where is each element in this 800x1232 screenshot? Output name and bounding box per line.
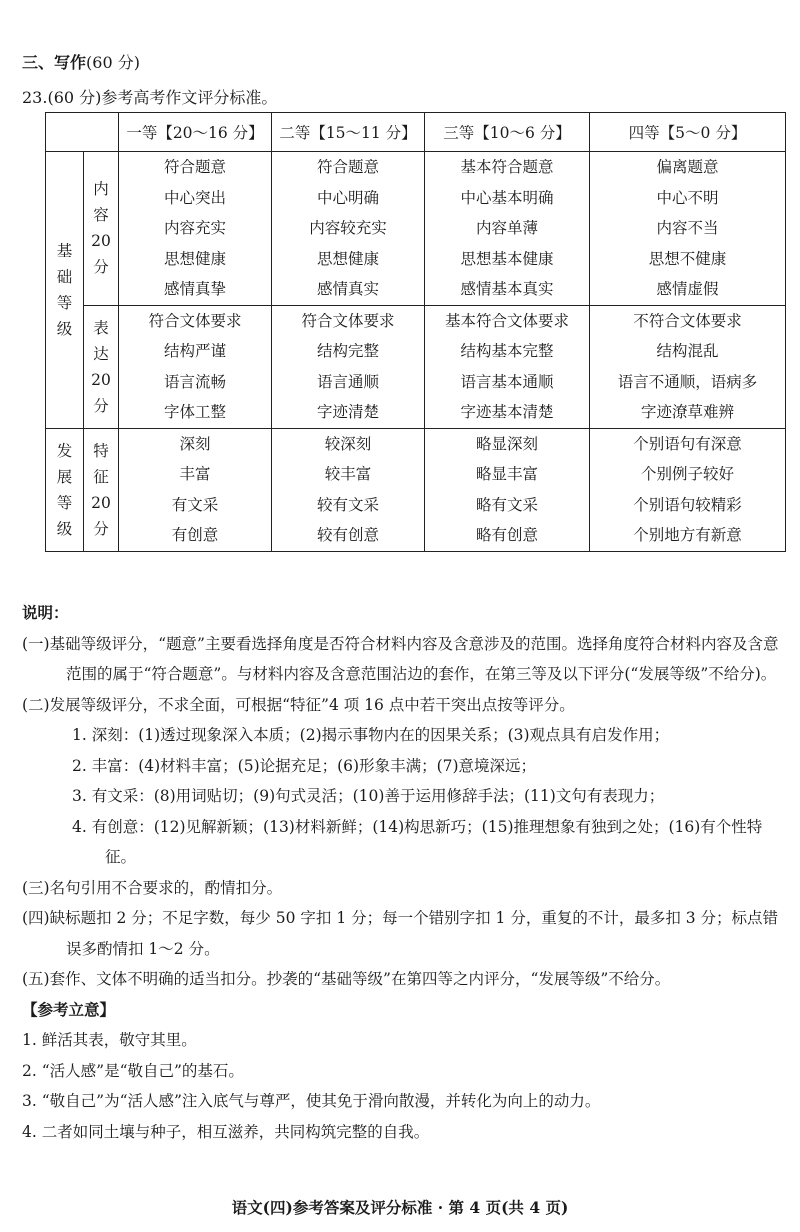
row-label-char: 分 (93, 396, 109, 415)
criterion: 感情虚假 (656, 280, 719, 298)
criterion: 符合文体要求 (301, 311, 395, 330)
criterion: 略显深刻 (475, 434, 538, 453)
criterion: 感情基本真实 (460, 280, 554, 298)
criteria-cell (590, 152, 786, 306)
grade-header-3: 三等【10～6 分】 (425, 113, 590, 152)
reference-item: 2. “活人感”是“敬自己”的基石。 (22, 1061, 244, 1080)
page-footer: 语文(四)参考答案及评分标准 · 第 4 页(共 4 页) (231, 1198, 569, 1217)
criterion: 中心明确 (316, 188, 379, 207)
table-row (46, 152, 786, 306)
corner-cell (46, 113, 119, 152)
criterion: 个别地方有新意 (633, 526, 742, 544)
criterion: 思想不健康 (648, 249, 727, 268)
note-5: (五)套作、文体不明确的适当扣分。抄袭的“基础等级”在第四等之内评分，“发展等级”不给分。 (22, 970, 671, 988)
note-2-item: 4. 有创意：(12)见解新颖；(13)材料新鲜；(14)构思新巧；(15)推理想象有独到之处；(16)有个性特征。 (72, 817, 763, 866)
criterion: 字迹潦草难辨 (640, 403, 734, 421)
criteria-cell (425, 152, 590, 306)
table-row (46, 428, 786, 551)
criterion: 结构严谨 (163, 342, 226, 360)
row-label-char: 达 (93, 344, 109, 363)
row-label-char: 20 (91, 493, 111, 512)
group-label-char: 展 (56, 467, 73, 486)
criterion: 思想健康 (163, 249, 226, 268)
criterion: 感情真挚 (163, 280, 226, 298)
criterion: 结构基本完整 (460, 342, 554, 360)
row-label-char: 内 (93, 180, 109, 199)
criterion: 思想健康 (316, 249, 379, 268)
criteria-cell (425, 428, 590, 551)
criterion: 感情真实 (316, 280, 379, 298)
criterion: 基本符合文体要求 (444, 311, 569, 330)
group-label-char: 等 (56, 293, 73, 312)
criterion: 较丰富 (324, 465, 372, 483)
row-label-char: 征 (93, 467, 109, 486)
section-title (22, 50, 140, 73)
criterion: 中心基本明确 (460, 188, 554, 207)
reference-item: 4. 二者如同土壤与种子，相互滋养，共同构筑完整的自我。 (22, 1122, 430, 1141)
criteria-cell (119, 428, 272, 551)
criterion: 语言基本通顺 (460, 372, 554, 391)
criteria-cell (272, 428, 425, 551)
note-2-item: 3. 有文采：(8)用词贴切；(9)句式灵活；(10)善于运用修辞手法；(11)文句有表现力； (72, 787, 665, 805)
row-label-char: 分 (93, 258, 109, 277)
criterion: 字体工整 (163, 403, 226, 421)
group-label-development (46, 428, 84, 551)
criteria-cell (272, 305, 425, 428)
criterion: 个别例子较好 (640, 465, 734, 483)
row-label-features (84, 428, 119, 551)
criterion: 内容不当 (656, 219, 719, 237)
criterion: 结构完整 (316, 342, 379, 360)
row-label-char: 20 (91, 370, 111, 389)
criterion: 个别语句有深意 (633, 434, 742, 453)
criteria-cell (272, 152, 425, 306)
criterion: 字迹基本清楚 (460, 403, 554, 421)
grade-header-4: 四等【5～0 分】 (590, 113, 786, 152)
note-4: (四)缺标题扣 2 分；不足字数，每少 50 字扣 1 分；每一个错别字扣 1 分，重复的不计，最多扣 3 分；标点错误多酌情扣 1～2 分。 (22, 909, 779, 958)
criterion: 中心突出 (163, 188, 226, 207)
reference-item: 1. 鲜活其表，敬守其里。 (22, 1031, 197, 1049)
criterion: 较有创意 (316, 526, 379, 544)
reference-item: 3. “敬自己”为“活人感”注入底气与尊严，使其免于滑向散漫，并转化为向上的动力。 (22, 1092, 601, 1110)
group-label-char: 础 (56, 267, 73, 286)
criterion: 语言不通顺，语病多 (617, 372, 758, 391)
criterion: 符合文体要求 (148, 311, 242, 330)
criterion: 基本符合题意 (460, 158, 554, 176)
criterion: 略有创意 (475, 526, 538, 544)
criterion: 内容较充实 (309, 219, 387, 237)
group-label-char: 级 (56, 319, 73, 338)
criterion: 较有文采 (316, 495, 379, 514)
note-3: (三)名句引用不合要求的，酌情扣分。 (22, 878, 283, 897)
row-label-content (84, 152, 119, 306)
section-title-text: 三、写作 (22, 53, 87, 72)
criterion: 中心不明 (656, 188, 719, 207)
group-label-char: 等 (56, 493, 73, 512)
criterion: 符合题意 (316, 158, 379, 176)
criterion: 字迹清楚 (316, 403, 379, 421)
criteria-cell (119, 305, 272, 428)
criterion: 有创意 (171, 526, 219, 544)
criterion: 偏离题意 (656, 158, 719, 176)
section-score: (60 分) (86, 53, 140, 72)
criterion: 内容充实 (163, 219, 226, 237)
note-2-item: 1. 深刻：(1)透过现象深入本质；(2)揭示事物内在的因果关系；(3)观点具有启发作用； (72, 726, 670, 744)
criteria-cell (119, 152, 272, 306)
criterion: 个别语句较精彩 (633, 495, 742, 514)
criterion: 语言流畅 (163, 372, 226, 391)
criterion: 语言通顺 (316, 372, 379, 391)
note-2: (二)发展等级评分，不求全面，可根据“特征”4 项 16 点中若干突出点按等评分。 (22, 695, 575, 714)
row-label-char: 表 (93, 318, 109, 337)
row-label-char: 特 (93, 441, 109, 460)
row-label-char: 20 (91, 232, 111, 251)
group-label-char: 级 (56, 519, 73, 538)
criterion: 略显丰富 (475, 465, 538, 483)
group-label-char: 基 (56, 241, 73, 260)
criterion: 不符合文体要求 (633, 311, 742, 330)
grade-header-2: 二等【15～11 分】 (272, 113, 425, 152)
criterion: 略有文采 (475, 495, 538, 514)
question-title: 23.(60 分)参考高考作文评分标准。 (22, 88, 278, 107)
header-row (46, 113, 786, 152)
notes-heading: 说明： (22, 603, 69, 622)
row-label-char: 容 (93, 206, 109, 225)
row-label-expression (84, 305, 119, 428)
note-1: (一)基础等级评分，“题意”主要看选择角度是否符合材料内容及含意涉及的范围。选择角度符合材料内容及含意范围的属于“符合题意”。与材料内容及含意范围沾边的套作，在第三等及以下评分(“发展等级”不给分)。 (22, 634, 779, 683)
table-row (46, 305, 786, 428)
criterion: 丰富 (179, 465, 211, 483)
grade-header-1: 一等【20～16 分】 (119, 113, 272, 152)
note-2-item: 2. 丰富：(4)材料丰富；(5)论据充足；(6)形象丰满；(7)意境深远； (72, 756, 537, 775)
criteria-cell (590, 428, 786, 551)
criteria-cell (425, 305, 590, 428)
notes-section (22, 598, 792, 1147)
criterion: 较深刻 (324, 434, 372, 453)
scoring-table (45, 112, 786, 552)
criterion: 思想基本健康 (460, 249, 554, 268)
criterion: 内容单薄 (475, 219, 538, 237)
criterion: 结构混乱 (656, 342, 719, 360)
criterion: 有文采 (171, 495, 219, 514)
group-label-basic (46, 152, 84, 429)
criterion: 深刻 (179, 434, 211, 453)
criteria-cell (590, 305, 786, 428)
reference-heading: 【参考立意】 (22, 999, 116, 1019)
group-label-char: 发 (56, 441, 73, 460)
criterion: 符合题意 (163, 158, 226, 176)
row-label-char: 分 (93, 519, 109, 538)
